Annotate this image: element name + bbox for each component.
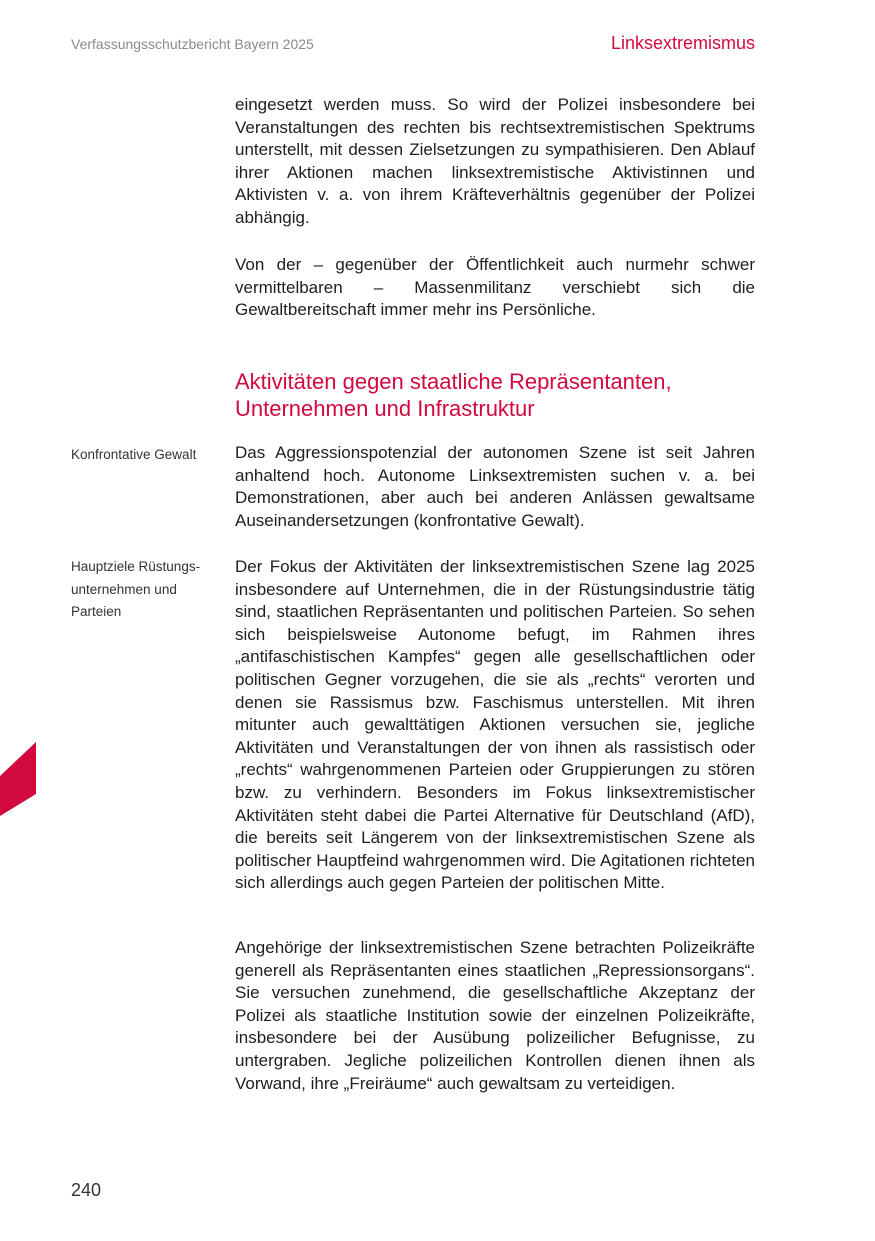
- paragraph-4: Der Fokus der Aktivitäten der linksextremistischen Szene lag 2025 insbesondere auf Unternehmen, die in der Rüstungsindustrie tätig sind, staatlichen Repräsentanten und politischen Parteien. So sehen sich beispielsweise Autonome befugt, im Rahmen ihres „antifaschistischen Kampfes“ gegen alle gesellschaftlichen oder politischen Gegner vorzugehen, die sie als „rechts“ verorten und denen sie Rassismus bzw. Faschismus unterstellen. Mit ihren mitunter auch gewalttätigen Aktionen versuchen sie, jegliche Aktivitäten und Veranstaltungen der von ihnen als rassistisch oder „rechts“ wahrgenommenen Parteien oder Gruppierungen zu stören bzw. zu verhindern. Besonders im Fokus linksextremistischer Aktivitäten steht dabei die Partei Alternative für Deutschland (AfD), die bereits seit Längerem von der linksextremistischen Szene als politischer Hauptfeind wahrgenommen wird. Die Agitationen richteten sich allerdings auch gegen Parteien der politischen Mitte.: [235, 557, 755, 893]
- paragraph-2: Von der – gegenüber der Öffentlichkeit auch nurmehr schwer vermittelbaren – Massenmilitanz verschiebt sich die Gewaltbereitschaft immer mehr ins Persönliche.: [235, 255, 755, 320]
- sidenote-hauptziele-line-1: Hauptziele Rüstungs-: [71, 559, 201, 574]
- sidenote-hauptziele-line-2: unternehmen und: [71, 581, 177, 597]
- sidenote-hauptziele: [71, 556, 221, 624]
- paragraph-1: eingesetzt werden muss. So wird der Polizei insbesondere bei Veranstaltungen des rechten bis rechtsextremistischen Spektrums unterstellt, mit dessen Zielsetzungen zu sympathisieren. Den Ablauf ihrer Aktionen machen linksextremistische Aktivistinnen und Aktivisten v. a. von ihrem Kräfteverhältnis gegenüber der Polizei abhängig.: [235, 95, 755, 227]
- running-header-title: Verfassungsschutzbericht Bayern 2025: [71, 36, 314, 52]
- page-number: 240: [71, 1180, 102, 1200]
- paragraph-5: Angehörige der linksextremistischen Szene betrachten Polizeikräfte generell als Repräsentanten eines staatlichen „Repressionsorgans“. Sie versuchen zunehmend, die gesellschaftliche Akzeptanz der Polizei als staatliche Institution sowie der einzelnen Polizeikräfte, insbesondere bei der Ausübung polizeilicher Befugnisse, zu untergraben. Jegliche polizeilichen Kontrollen dienen ihnen als Vorwand, ihre „Freiräume“ auch gewaltsam zu verteidigen.: [235, 938, 755, 1093]
- sidenote-hauptziele-line-3: Parteien: [71, 604, 122, 620]
- heading-line-2: Unternehmen und Infrastruktur: [235, 396, 535, 421]
- section-heading: [235, 368, 775, 422]
- section-marker-tab: [0, 742, 36, 816]
- section-title: Linksextremismus: [610, 33, 755, 53]
- sidenote-konfrontative-gewalt: Konfrontative Gewalt: [71, 447, 197, 462]
- heading-line-1: Aktivitäten gegen staatliche Repräsentanten,: [235, 369, 672, 394]
- paragraph-3: Das Aggressionspotenzial der autonomen Szene ist seit Jahren anhaltend hoch. Autonome Linksextremisten suchen v. a. bei Demonstrationen, aber auch bei anderen Anlässen gewaltsame Auseinandersetzungen (konfrontative Gewalt).: [235, 443, 755, 530]
